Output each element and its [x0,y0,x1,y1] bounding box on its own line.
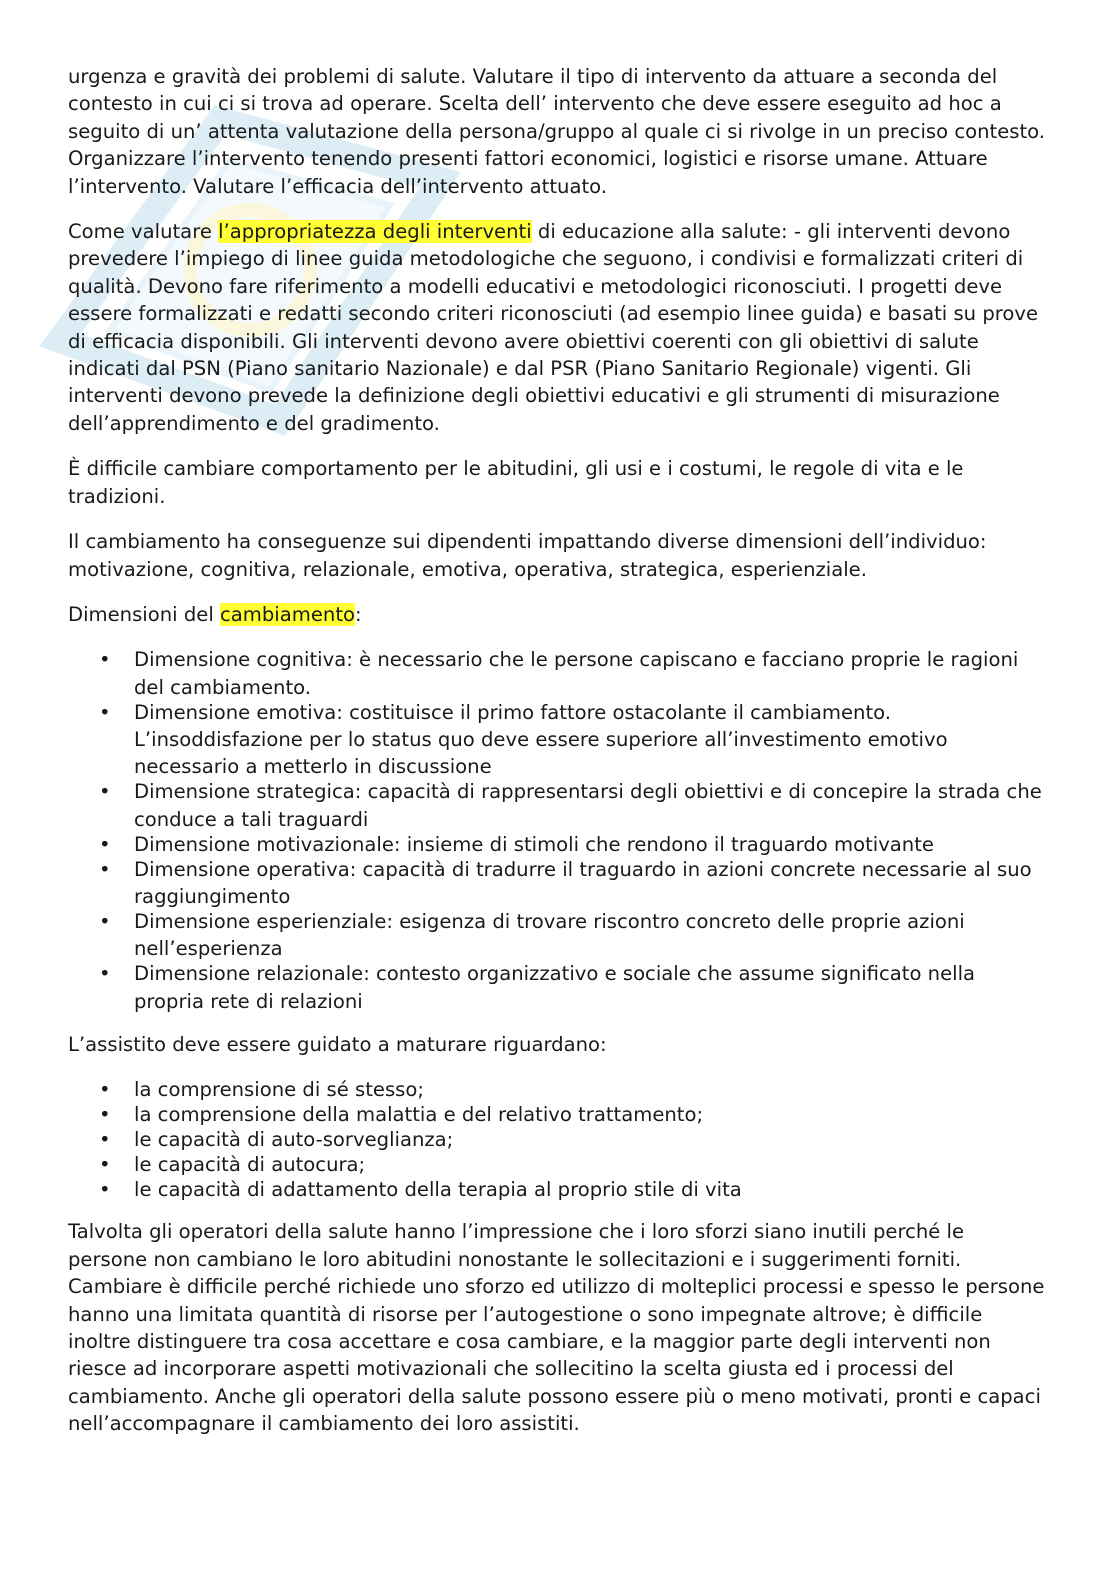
highlight-appropriatezza: l’appropriatezza degli interventi [218,220,532,244]
list-item [68,1151,1048,1178]
list-item-text: Dimensione motivazionale: insieme di stimoli che rendono il traguardo motivante [134,832,934,856]
bullet-icon: • [99,962,111,986]
paragraph-operators: Talvolta gli operatori della salute hanno l’impressione che i loro sforzi siano inutili perché le persone non cambiano le loro abitudini nonostante le sollecitazioni e i suggerimenti forniti. Cambiare è difficile perché richiede uno sforzo ed utilizzo di molteplici processi e spesso le persone hanno una limitata quantità di risorse per l’autogestione o sono impegnate altrove; è difficile inoltre distinguere tra cosa accettare e cosa cambiare, e la maggior parte degli interventi non riesce ad incorporare aspetti motivazionali che sollecitino la scelta giusta ed i processi del cambiamento. Anche gli operatori della salute possono essere più o meno motivati, pronti e capaci nell’accompagnare il cambiamento dei loro assistiti. [68,1220,1045,1436]
list-item-text: Dimensione emotiva: costituisce il primo fattore ostacolante il cambiamento. L’insoddisfazione per lo status quo deve essere superiore all’investimento emotivo necessario a metterlo in discussione [134,700,948,779]
bullet-icon: • [99,1127,111,1151]
list-item [68,646,1048,701]
highlight-cambiamento: cambiamento [220,602,355,626]
paragraph-difficulty: È difficile cambiare comportamento per le abitudini, gli usi e i costumi, le regole di vita e le tradizioni. [68,457,964,508]
list-item [68,1101,1048,1128]
list-item [68,831,1048,858]
paragraph-appropriateness [68,218,1048,437]
bullet-icon: • [99,1177,111,1201]
dimensions-heading-end: : [355,602,362,626]
abilities-list [68,1076,1048,1203]
bullet-icon: • [99,1102,111,1126]
list-item [68,1176,1048,1203]
list-item-text: le capacità di auto-sorveglianza; [134,1127,454,1151]
paragraph-consequences: Il cambiamento ha conseguenze sui dipendenti impattando diverse dimensioni dell’individuo: motivazione, cognitiva, relazionale, emotiva, operativa, strategica, esperienziale. [68,530,987,581]
paragraph-intro: urgenza e gravità dei problemi di salute. Valutare il tipo di intervento da attuare a seconda del contesto in cui ci si trova ad operare. Scelta dell’ intervento che deve essere eseguito ad hoc a seguito di un’ attenta valutazione della persona/gruppo al quale ci si rivolge in un preciso contesto. Organizzare l’intervento tenendo presenti fattori economici, logistici e risorse umane. Attuare l’intervento. Valutare l’efficacia dell’intervento attuato. [68,65,1046,198]
paragraph-appropriateness-rest: di educazione alla salute: - gli interventi devono prevedere l’impiego di linee guida metodologiche che seguono, i condivisi e formalizzati criteri di qualità. Devono fare riferimento a modelli educativi e metodologici riconosciuti. I progetti deve essere formalizzati e redatti secondo criteri riconosciuti (ad esempio linee guida) e basati su prove di efficacia disponibili. Gli interventi devono avere obiettivi coerenti con gli obiettivi di salute indicati dal PSN (Piano sanitario Nazionale) e dal PSR (Piano Sanitario Regionale) vigenti. Gli interventi devono prevede la definizione degli obiettivi educativi e gli strumenti di misurazione dell’apprendimento e del gradimento. [68,220,1039,435]
list-item-text: Dimensione cognitiva: è necessario che le persone capiscano e facciano proprie le ragioni del cambiamento. [134,648,1019,699]
list-item [68,960,1048,1015]
list-item [68,908,1048,963]
list-item [68,699,1048,781]
paragraph-dimensions-heading [68,601,1048,628]
list-item-text: la comprensione di sé stesso; [134,1077,424,1101]
list-item-text: le capacità di adattamento della terapia al proprio stile di vita [134,1177,742,1201]
list-item-text: Dimensione strategica: capacità di rappresentarsi degli obiettivi e di concepire la strada che conduce a tali traguardi [134,780,1042,831]
bullet-icon: • [99,780,111,804]
list-item [68,1076,1048,1103]
list-item [68,1126,1048,1153]
paragraph-appropriateness-start: Come valutare [68,220,219,244]
list-item-text: le capacità di autocura; [134,1152,366,1176]
bullet-icon: • [99,648,111,672]
list-item-text: Dimensione esperienziale: esigenza di trovare riscontro concreto delle proprie azioni nell’esperienza [134,909,965,961]
bullet-icon: • [99,700,111,724]
bullet-icon: • [99,832,111,856]
bullet-icon: • [99,1077,111,1101]
bullet-icon: • [99,857,111,881]
list-item-text: Dimensione operativa: capacità di tradurre il traguardo in azioni concrete necessarie al suo raggiungimento [134,857,1032,908]
list-item [68,778,1048,833]
dimensions-list [68,646,1048,1015]
paragraph-patient-guidance: L’assistito deve essere guidato a maturare riguardano: [68,1032,607,1056]
list-item-text: Dimensione relazionale: contesto organizzativo e sociale che assume significato nella propria rete di relazioni [134,962,976,1013]
bullet-icon: • [99,1152,111,1176]
document-page [68,63,1048,1456]
bullet-icon: • [99,909,111,933]
dimensions-heading-start: Dimensioni del [68,602,220,626]
list-item-text: la comprensione della malattia e del relativo trattamento; [134,1102,704,1126]
list-item [68,856,1048,911]
